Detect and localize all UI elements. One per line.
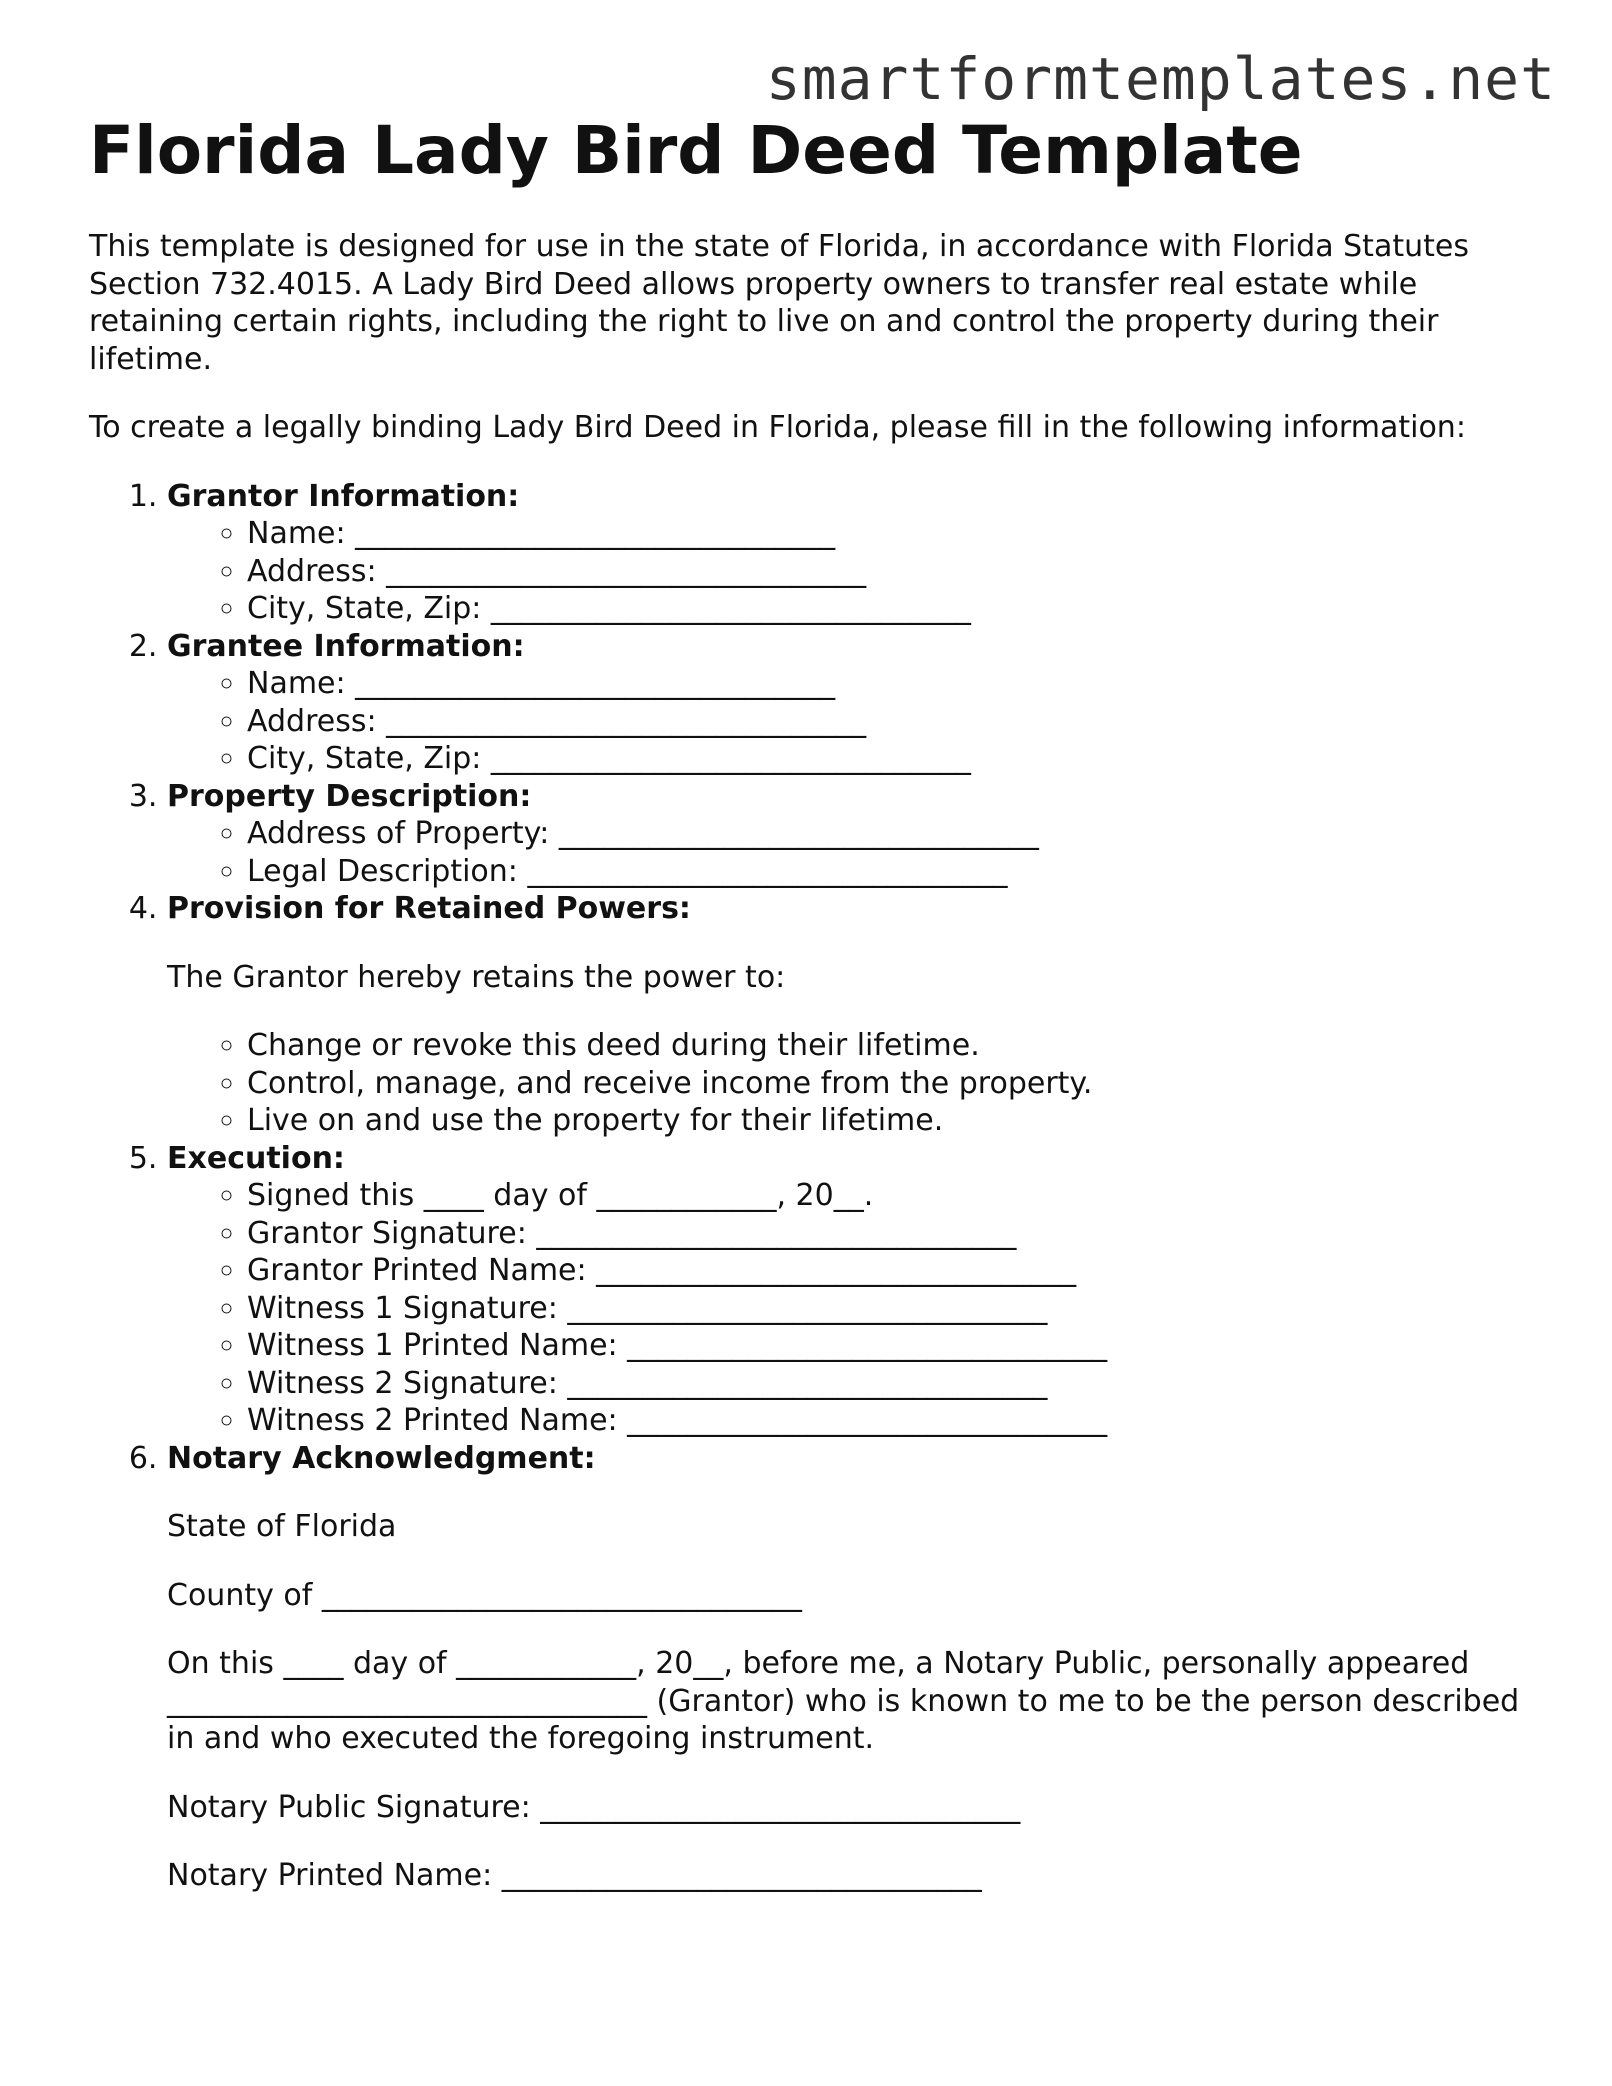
grantee-city-state-zip-field[interactable]: ◦ City, State, Zip: ________________________________ xyxy=(247,740,1529,778)
grantor-name-field[interactable]: ◦ Name: ________________________________ xyxy=(247,515,1529,553)
instructions-paragraph: To create a legally binding Lady Bird Deed in Florida, please fill in the following information: xyxy=(89,410,1466,445)
power-item: ◦ Live on and use the property for their lifetime. xyxy=(247,1102,1529,1140)
signed-date-field[interactable]: ◦ Signed this ____ day of ____________, 20__. xyxy=(247,1177,1529,1215)
section-title: Grantee Information: xyxy=(167,628,525,664)
grantor-address-field[interactable]: ◦ Address: ________________________________ xyxy=(247,553,1529,591)
section-notary xyxy=(167,1440,1529,1895)
execution-fields xyxy=(167,1177,1529,1440)
section-grantee xyxy=(167,628,1529,778)
grantee-name-field[interactable]: ◦ Name: ________________________________ xyxy=(247,665,1529,703)
section-title: Notary Acknowledgment: xyxy=(167,1440,596,1476)
section-title: Grantor Information: xyxy=(167,478,520,514)
watermark: smartformtemplates.net xyxy=(765,45,1556,113)
witness1-printed-name-field[interactable]: ◦ Witness 1 Printed Name: ________________________________ xyxy=(247,1327,1529,1365)
witness2-signature-field[interactable]: ◦ Witness 2 Signature: ________________________________ xyxy=(247,1365,1529,1403)
power-item: ◦ Control, manage, and receive income from the property. xyxy=(247,1065,1529,1103)
power-item: ◦ Change or revoke this deed during their lifetime. xyxy=(247,1027,1529,1065)
section-title: Provision for Retained Powers: xyxy=(167,891,691,926)
witness1-signature-field[interactable]: ◦ Witness 1 Signature: ________________________________ xyxy=(247,1290,1529,1328)
grantor-fields xyxy=(167,515,1529,628)
notary-signature-field[interactable]: Notary Public Signature: ________________________________ xyxy=(167,1789,1021,1825)
document xyxy=(89,110,1529,1895)
section-grantor xyxy=(167,478,1529,628)
section-retained-powers xyxy=(167,890,1529,1140)
grantee-address-field[interactable]: ◦ Address: ________________________________ xyxy=(247,703,1529,741)
notary-printed-name-field[interactable]: Notary Printed Name: ________________________________ xyxy=(167,1858,982,1893)
notary-statement[interactable]: On this ____ day of ____________, 20__, before me, a Notary Public, personally appeared ________________________________ (Grantor) who is known to me to be the person described in and who executed the foregoing instrument. xyxy=(167,1646,1520,1756)
grantor-signature-field[interactable]: ◦ Grantor Signature: ________________________________ xyxy=(247,1215,1529,1253)
grantee-fields xyxy=(167,665,1529,778)
powers-list xyxy=(167,1027,1529,1140)
property-address-field[interactable]: ◦ Address of Property: ________________________________ xyxy=(247,815,1529,853)
section-title: Execution: xyxy=(167,1140,345,1176)
form-sections xyxy=(89,478,1529,1895)
page-title: Florida Lady Bird Deed Template xyxy=(89,112,1303,189)
grantor-printed-name-field[interactable]: ◦ Grantor Printed Name: ________________________________ xyxy=(247,1252,1529,1290)
intro-paragraph: This template is designed for use in the state of Florida, in accordance with Florida Statutes Section 732.4015. A Lady Bird Deed allows property owners to transfer real estate while retaining certain rights, including the right to live on and control the property during their lifetime. xyxy=(89,229,1469,377)
witness2-printed-name-field[interactable]: ◦ Witness 2 Printed Name: ________________________________ xyxy=(247,1402,1529,1440)
notary-state: State of Florida xyxy=(167,1509,397,1544)
powers-intro: The Grantor hereby retains the power to: xyxy=(167,959,786,995)
legal-description-field[interactable]: ◦ Legal Description: ________________________________ xyxy=(247,853,1529,891)
notary-county-field[interactable]: County of ________________________________ xyxy=(167,1577,802,1613)
section-title: Property Description: xyxy=(167,778,532,814)
property-fields xyxy=(167,815,1529,890)
grantor-city-state-zip-field[interactable]: ◦ City, State, Zip: ________________________________ xyxy=(247,590,1529,628)
section-property xyxy=(167,778,1529,891)
section-execution xyxy=(167,1140,1529,1440)
